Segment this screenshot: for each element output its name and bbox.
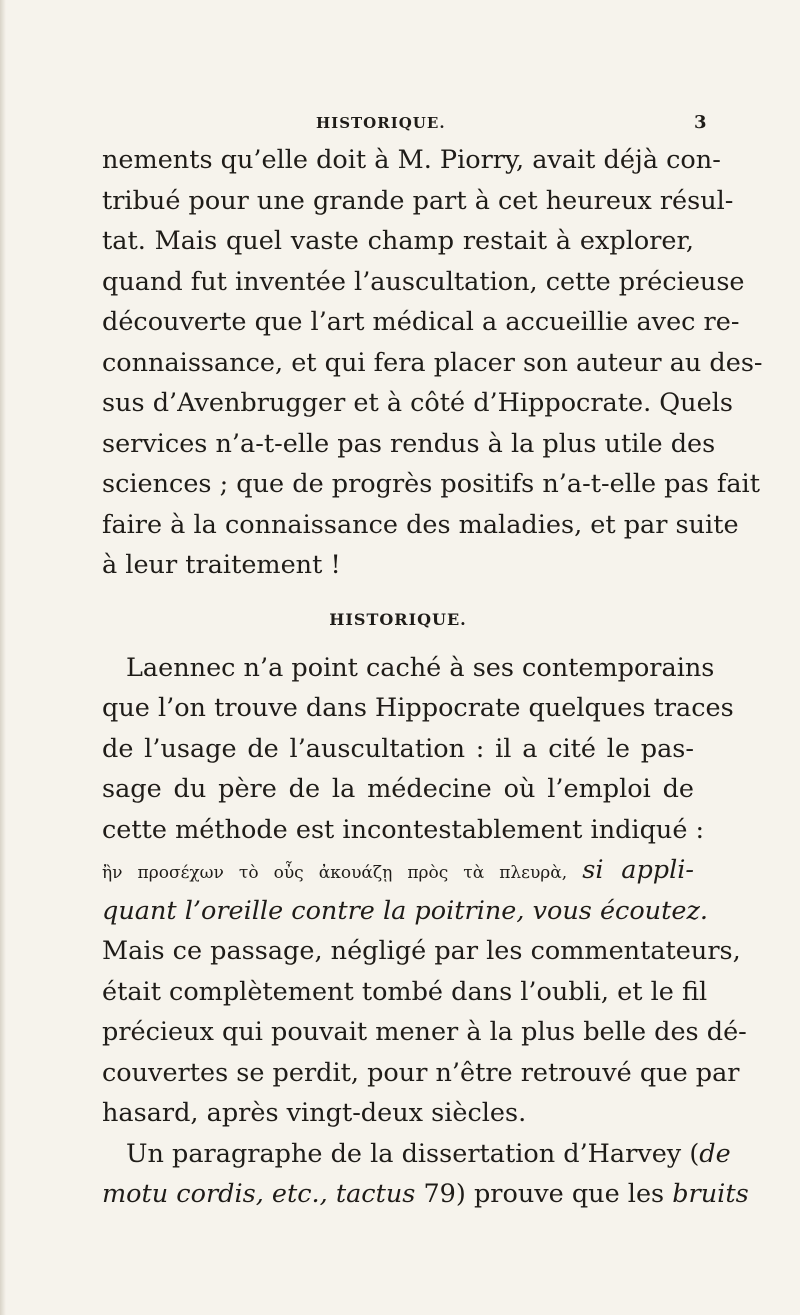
greek-quote: ἢν προσέχων τὸ οὖς ἀκουάζῃ πρὸς τὰ πλευρὰ, — [102, 863, 568, 883]
page-number: 3 — [694, 112, 707, 133]
text-line: était complètement tombé dans l’oubli, et le fil — [102, 976, 708, 1007]
text-line: Mais ce passage, négligé par les commentateurs, — [102, 936, 741, 966]
text-line: connaissance, et qui fera placer son auteur au des- — [102, 347, 763, 378]
text-line — [102, 1174, 749, 1215]
text-line: couvertes se perdit, pour n’être retrouvé que par — [102, 1057, 740, 1088]
italic-text: bruits — [672, 1179, 749, 1209]
italic-text: si appli- — [582, 855, 695, 885]
paragraph-2 — [102, 648, 747, 1134]
text-line: hasard, après vingt-deux siècles. — [102, 1098, 527, 1128]
text-block — [102, 140, 763, 1215]
text-line: sciences ; que de progrès positifs n’a-t-elle pas fait — [102, 469, 760, 499]
text-line: sage du père de la médecine où l’emploi de — [102, 774, 694, 804]
page-edge — [0, 0, 6, 1315]
text-line: cette méthode est incontestablement indiqué : — [102, 814, 705, 845]
text-line: services n’a-t-elle pas rendus à la plus utile des — [102, 428, 716, 459]
text-line: découverte que l’art médical a accueillie avec re- — [102, 307, 740, 337]
paragraph-3 — [102, 1134, 749, 1215]
paragraph-1 — [102, 140, 763, 586]
italic-text: de — [699, 1138, 731, 1169]
section-heading: HISTORIQUE. — [329, 609, 467, 629]
text-line — [102, 1134, 731, 1175]
running-head — [0, 114, 800, 134]
text-line: faire à la connaissance des maladies, et par suite — [102, 509, 739, 540]
text-line: de l’usage de l’auscultation : il a cité le pas- — [102, 733, 694, 764]
running-title: HISTORIQUE. — [316, 114, 446, 132]
text-line: tat. Mais quel vaste champ restait à explorer, — [102, 226, 694, 256]
text-line: tribué pour une grande part à cet heureux résul- — [102, 185, 734, 216]
italic-text: motu cordis, etc., tactus — [102, 1179, 416, 1209]
text-line: sus d’Avenbrugger et à côté d’Hippocrate. Quels — [102, 388, 733, 418]
text-line: quant l’oreille contre la poitrine, vous écoutez. — [102, 895, 708, 926]
text-line: que l’on trouve dans Hippocrate quelques traces — [102, 693, 734, 723]
text-line: Laennec n’a point caché à ses contemporains — [126, 652, 715, 683]
text-line: nements qu’elle doit à M. Piorry, avait déjà con- — [102, 145, 721, 175]
text-line: précieux qui pouvait mener à la plus belle des dé- — [102, 1017, 747, 1047]
greek-quote-line — [102, 850, 694, 891]
text-segment: Un paragraphe de la dissertation d’Harvey ( — [126, 1138, 700, 1169]
text-line: à leur traitement ! — [102, 550, 341, 580]
text-segment: 79) prouve que les — [415, 1179, 673, 1209]
text-line: quand fut inventée l’auscultation, cette précieuse — [102, 266, 745, 297]
